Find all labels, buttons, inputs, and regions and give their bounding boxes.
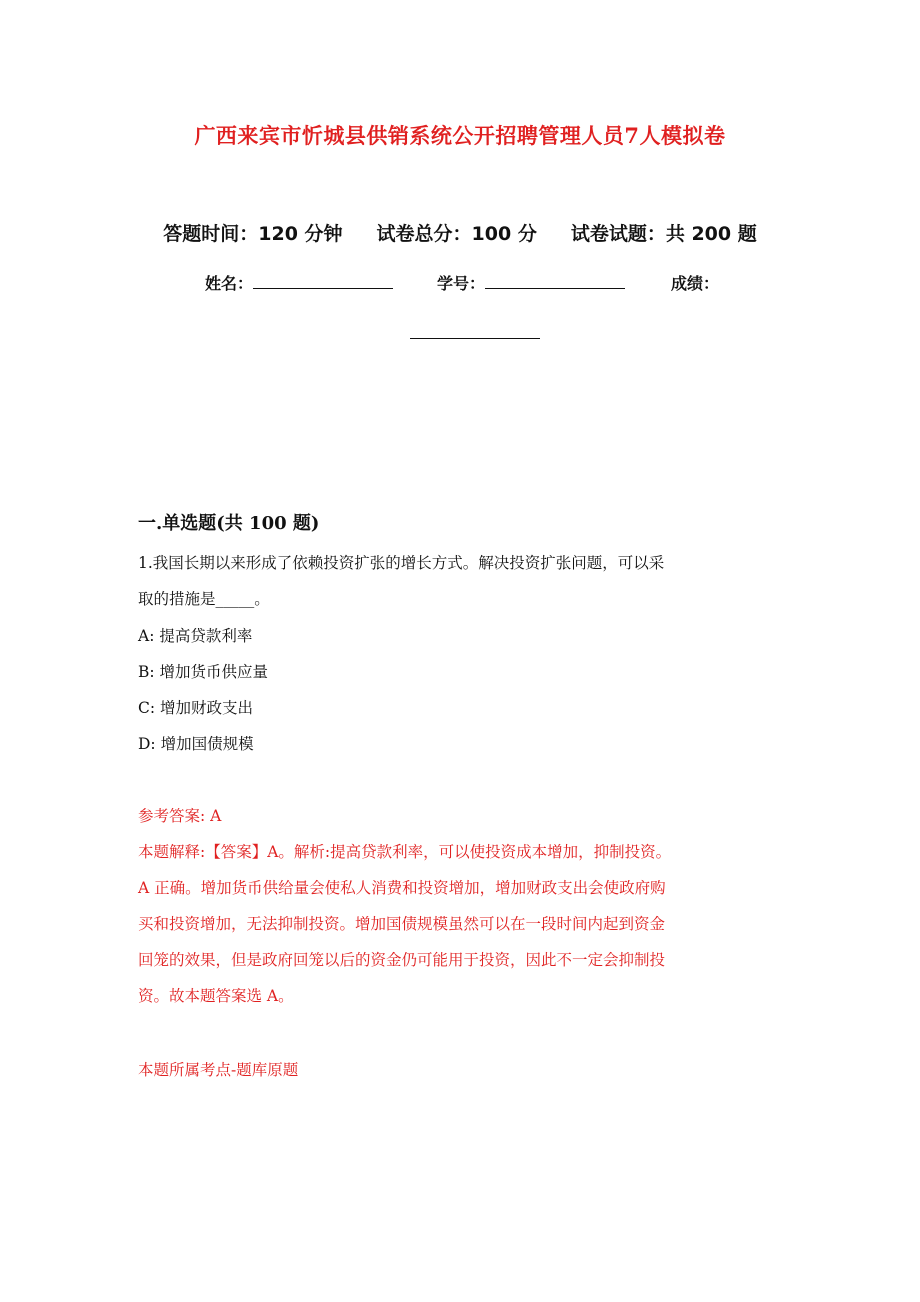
exam-question-count: 试卷试题：共 200 题 — [570, 223, 757, 245]
explanation-line: 买和投资增加，无法抑制投资。增加国债规模虽然可以在一段时间内起到资金 — [138, 915, 666, 933]
option-d: D: 增加国债规模 — [138, 735, 254, 753]
explanation-line: A 正确。增加货币供给量会使私人消费和投资增加，增加财政支出会使政府购 — [138, 879, 666, 897]
exam-total-score: 试卷总分：100 分 — [376, 223, 537, 245]
exam-title: 广西来宾市忻城县供销系统公开招聘管理人员7人模拟卷 — [194, 123, 726, 148]
section-heading: 一.单选题(共 100 题) — [138, 513, 320, 534]
question-stem — [138, 545, 778, 617]
exam-meta — [0, 219, 920, 246]
reference-answer: 参考答案: A — [138, 807, 222, 825]
question-line: 取的措施是_____。 — [138, 590, 270, 608]
exam-time: 答题时间：120 分钟 — [163, 223, 343, 245]
option-b: B: 增加货币供应量 — [138, 663, 269, 681]
student-id-blank[interactable] — [485, 272, 625, 289]
student-fields — [205, 271, 719, 294]
score-label: 成绩： — [671, 274, 720, 293]
option-a: A: 提高贷款利率 — [138, 627, 253, 645]
question-line: 1.我国长期以来形成了依赖投资扩张的增长方式。解决投资扩张问题，可以采 — [138, 554, 665, 572]
option-c: C: 增加财政支出 — [138, 699, 254, 717]
option-list — [138, 618, 778, 762]
answer-explanation — [138, 834, 778, 1014]
student-id-label: 学号： — [437, 274, 486, 293]
explanation-line: 回笼的效果，但是政府回笼以后的资金仍可能用于投资，因此不一定会抑制投 — [138, 951, 666, 969]
explanation-line: 资。故本题答案选 A。 — [138, 987, 294, 1005]
explanation-line: 本题解释:【答案】A。解析:提高贷款利率，可以使投资成本增加，抑制投资。 — [138, 843, 672, 861]
score-blank[interactable] — [410, 322, 540, 339]
knowledge-point: 本题所属考点-题库原题 — [138, 1061, 299, 1079]
name-label: 姓名： — [205, 274, 254, 293]
name-blank[interactable] — [253, 272, 393, 289]
